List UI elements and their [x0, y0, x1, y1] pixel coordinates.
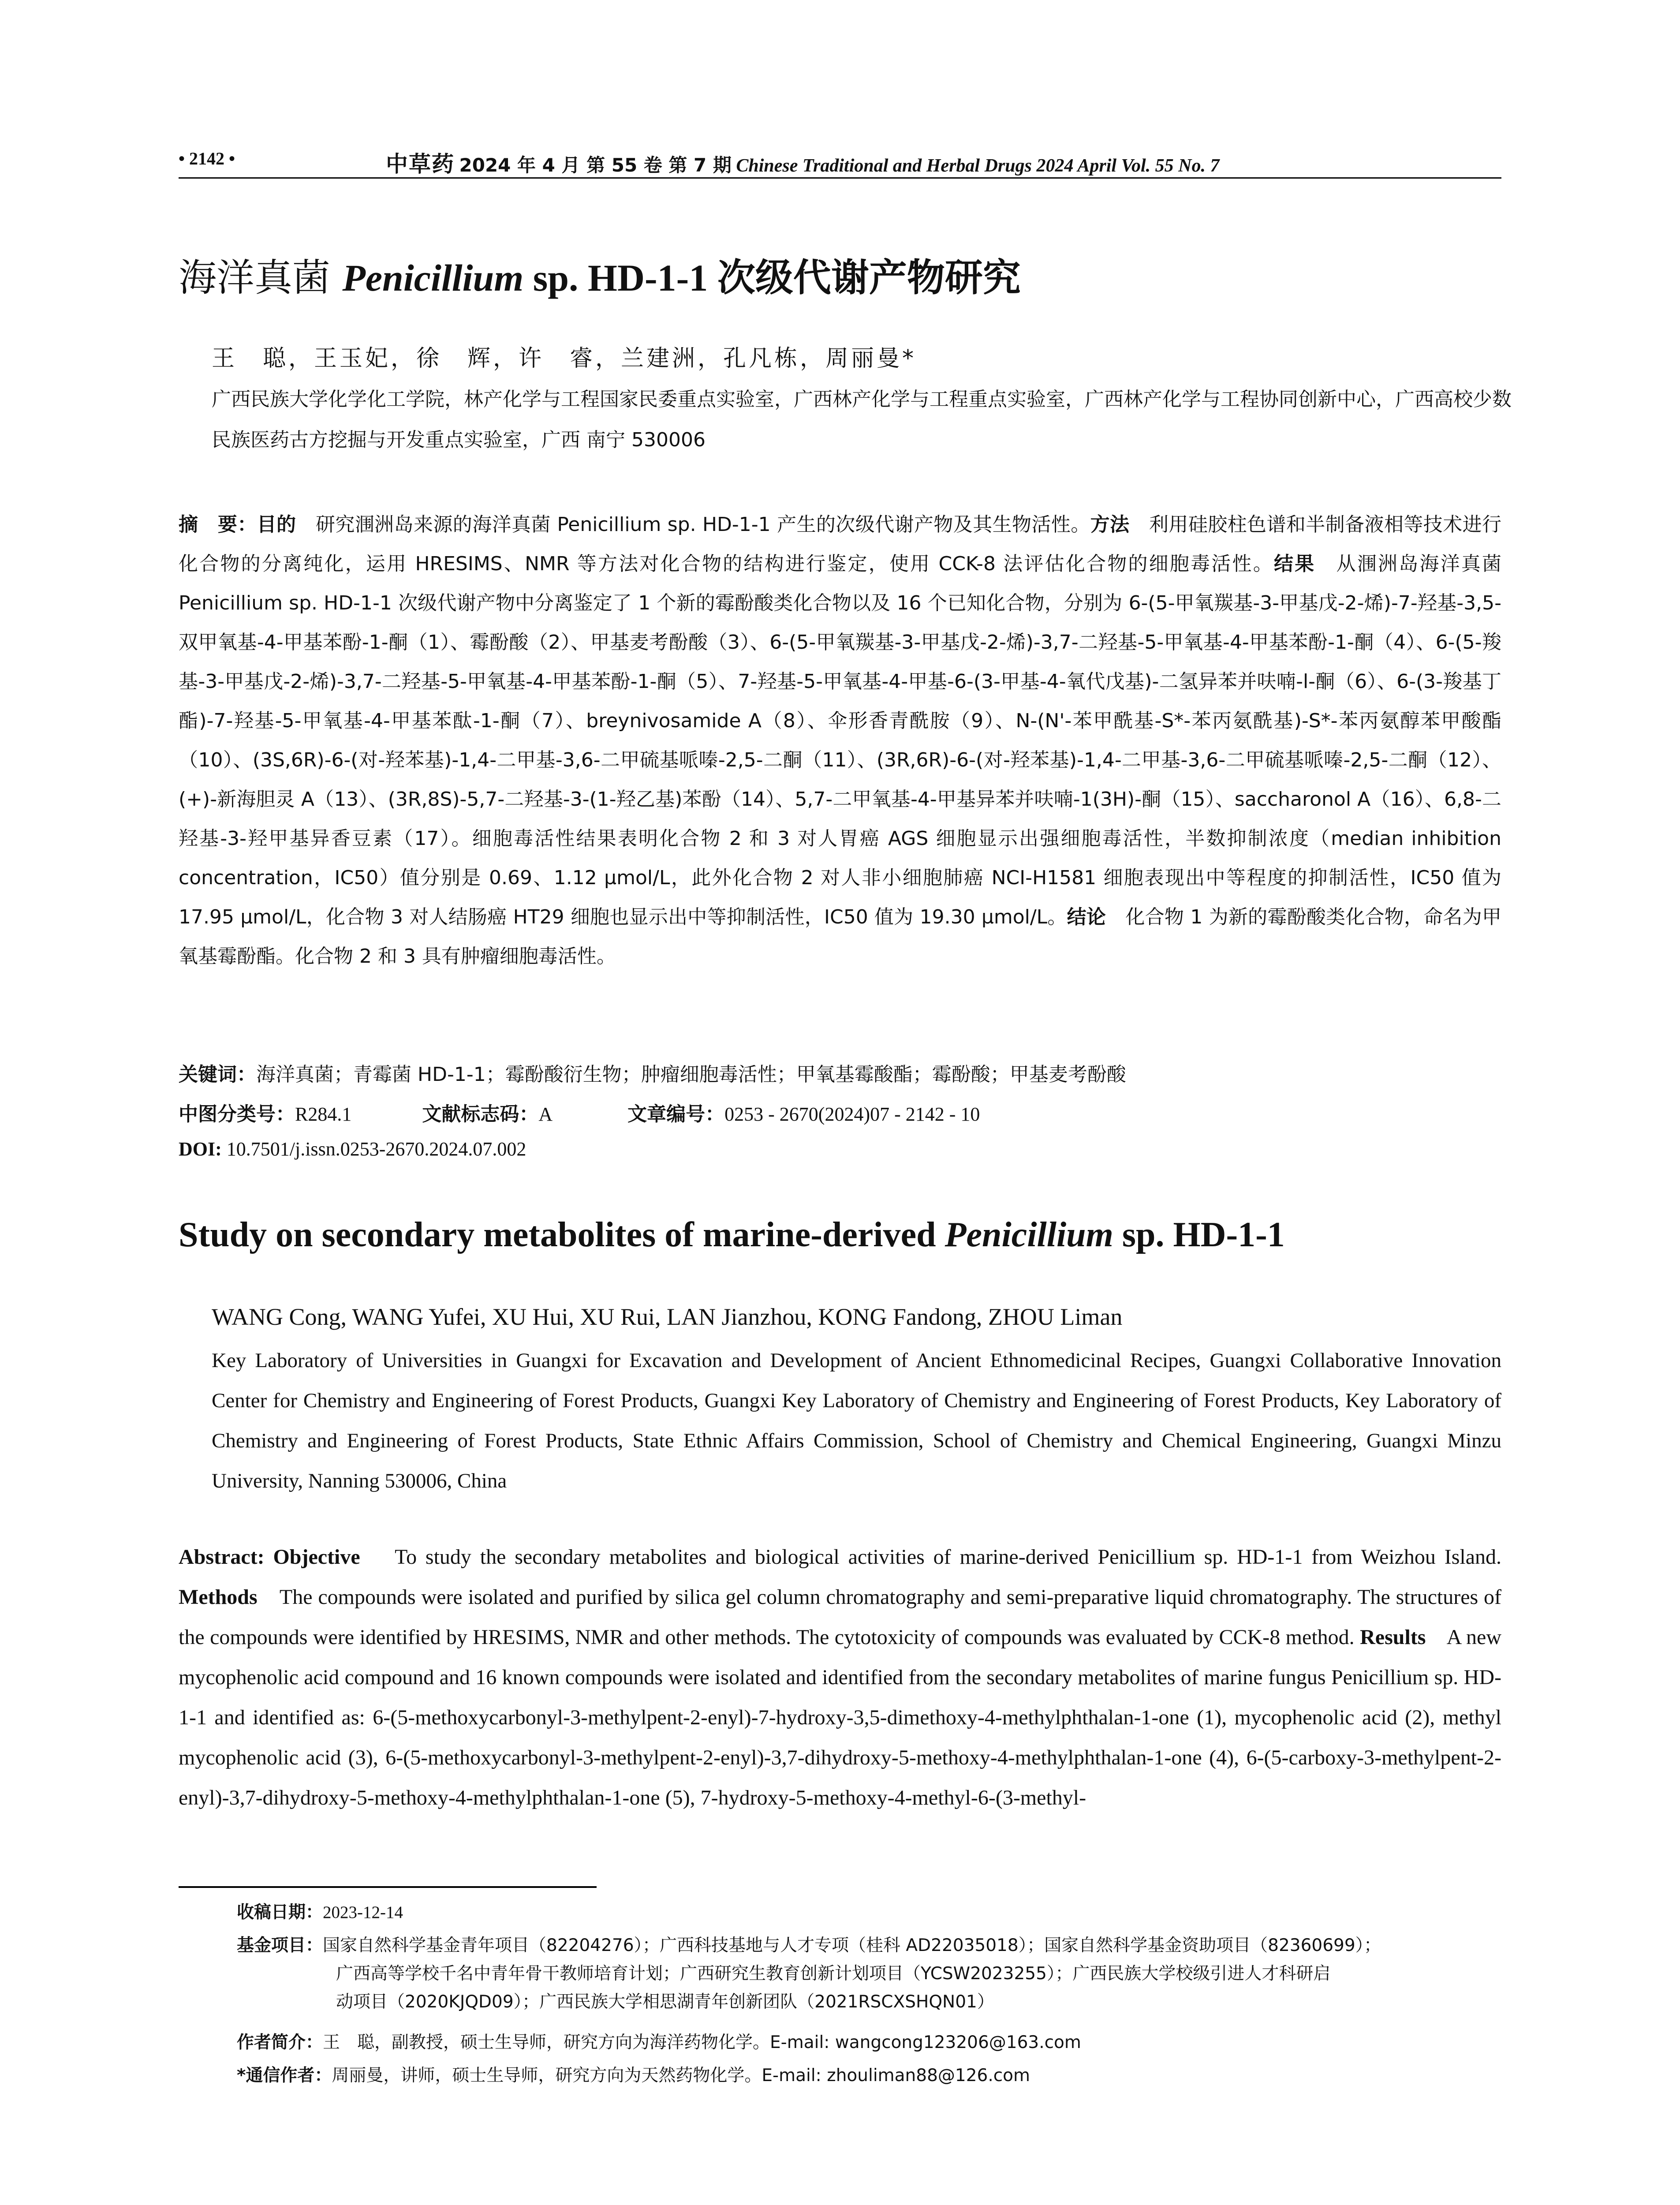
methods-cn-label: 方法 [1090, 513, 1130, 536]
footnote-author [237, 2029, 1501, 2057]
classification-line [179, 1098, 980, 1126]
objective-en: To study the secondary metabolites and biological activities of marine-derived Penicillium sp. HD-1-1 from Weizhou Island. [395, 1545, 1502, 1569]
objective-en-label: Objective [273, 1545, 360, 1569]
abstract-cn-label: 摘 要： [179, 513, 257, 536]
funding-line-1: 国家自然科学基金青年项目（82204276）；广西科技基地与人才专项（桂科 AD22035018）；国家自然科学基金资助项目（82360699）； [323, 1936, 1381, 1955]
affiliation-en: Key Laboratory of Universities in Guangxi for Excavation and Development of Ancient Ethnomedicinal Recipes, Guangxi Collaborative Innovation Center for Chemistry and Engineering of Forest Products, Guangxi Key Laboratory of Chemistry and Engineering of Forest Products, Key Laboratory of Chemistry and Engineering of Forest Products, State Ethnic Affairs Commission, School of Chemistry and Chemical Engineering, Guangxi Minzu University, Nanning 530006, China [212, 1349, 1501, 1492]
author-bio: 王 聪，副教授，硕士生导师，研究方向为海洋药物化学。E-mail: wangcong123206@163.com [323, 2033, 1081, 2052]
keywords-cn-value: 海洋真菌；青霉菌 HD-1-1；霉酚酸衍生物；肿瘤细胞毒活性；甲氧基霉酸酯；霉酚酸；甲基麦考酚酸 [256, 1063, 1126, 1086]
title-cn-post: sp. HD-1-1 次级代谢产物研究 [523, 257, 1021, 299]
footnote-rule [179, 1886, 597, 1888]
methods-en-label: Methods [179, 1585, 258, 1609]
doi-label: DOI: [179, 1138, 222, 1160]
results-en-label: Results [1360, 1626, 1426, 1649]
title-cn-pre: 海洋真菌 [179, 256, 343, 300]
article-no-label: 文章编号： [627, 1103, 725, 1125]
abstract-en [179, 1537, 1501, 1818]
objective-cn: 研究涠洲岛来源的海洋真菌 Penicillium sp. HD-1-1 产生的次级代谢产物及其生物活性。 [315, 513, 1090, 536]
article-no-value: 0253 - 2670(2024)07 - 2142 - 10 [724, 1103, 980, 1125]
doc-code-label: 文献标志码： [422, 1103, 539, 1125]
funding-line-3: 动项目（2020KJQD09）；广西民族大学相思湖青年创新团队（2021RSCXSHQN01） [336, 1992, 994, 2012]
journal-logo: 中草药 [386, 151, 455, 177]
footnote-funding [237, 1932, 1501, 2016]
running-header [179, 140, 1501, 180]
title-en-genus: Penicillium [945, 1215, 1113, 1254]
abstract-cn [179, 505, 1501, 976]
title-en-post: sp. HD-1-1 [1113, 1215, 1285, 1254]
objective-cn-label: 目的 [257, 513, 296, 536]
abstract-en-label: Abstract: [179, 1545, 265, 1569]
doc-code-value: A [538, 1103, 553, 1125]
title-en [179, 1215, 1285, 1255]
results-cn-label: 结果 [1273, 553, 1316, 575]
journal-en: Chinese Traditional and Herbal Drugs 2024 April Vol. 55 No. 7 [736, 156, 1220, 176]
footnote-received [237, 1899, 1501, 1927]
page-number: • 2142 • [179, 149, 235, 168]
authors-en: WANG Cong, WANG Yufei, XU Hui, XU Rui, LAN Jianzhou, KONG Fandong, ZHOU Liman [212, 1304, 1123, 1330]
corresponding-info: 周丽曼，讲师，硕士生导师，研究方向为天然药物化学。E-mail: zhouliman88@126.com [332, 2066, 1030, 2085]
methods-en: The compounds were isolated and purified by silica gel column chromatography and semi-preparative liquid chromatography. The structures of the compounds were identified by HRESIMS, NMR and other methods. The cytotoxicity of compounds was evaluated by CCK-8 method. [179, 1585, 1501, 1649]
issue-cn: 2024 年 4 月 第 55 卷 第 7 期 [459, 154, 732, 176]
journal-info [386, 146, 1219, 178]
author-bio-label: 作者简介： [237, 2033, 323, 2052]
clc-value: R284.1 [295, 1103, 352, 1125]
title-en-pre: Study on secondary metabolites of marine-derived [179, 1215, 945, 1254]
received-value: 2023-12-14 [323, 1903, 403, 1922]
keywords-cn [179, 1058, 1126, 1087]
received-label: 收稿日期： [237, 1902, 323, 1922]
affiliation-cn: 广西民族大学化学化工学院，林产化学与工程国家民委重点实验室，广西林产化学与工程重点实验室，广西林产化学与工程协同创新中心，广西高校少数民族医药古方挖掘与开发重点实验室，广西 南宁 530006 [212, 388, 1512, 451]
conclusion-cn-label: 结论 [1067, 906, 1106, 928]
results-en: A new mycophenolic acid compound and 16 known compounds were isolated and identified from the secondary metabolites of marine fungus Penicillium sp. HD-1-1 and identified as: 6-(5-methoxycarbonyl-3-methylpent-2-enyl)-7-hydroxy-3,5-dimethoxy-4-methylphthalan-1-one (1), mycophenolic acid (2), methyl mycophenolic acid (3), 6-(5-methoxycarbonyl-3-methylpent-2-enyl)-3,7-dihydroxy-5-methoxy-4-methylphthalan-1-one (4), 6-(5-carboxy-3-methylpent-2-enyl)-3,7-dihydroxy-5-methoxy-4-methylphthalan-1-one (5), 7-hydroxy-5-methoxy-4-methyl-6-(3-methyl- [179, 1626, 1502, 1809]
footnote-corresponding [237, 2062, 1501, 2090]
conclusion-cn: 化合物 1 为新的霉酚酸类化合物，命名为甲氧基霉酚酯。化合物 2 和 3 具有肿瘤细胞毒活性。 [179, 906, 1502, 968]
doi-value: 10.7501/j.issn.0253-2670.2024.07.002 [226, 1138, 526, 1160]
doi-line [179, 1138, 526, 1160]
corresponding-label: *通信作者： [237, 2066, 332, 2085]
methods-cn: 利用硅胶柱色谱和半制备液相等技术进行化合物的分离纯化，运用 HRESIMS、NMR 等方法对化合物的结构进行鉴定，使用 CCK-8 法评估化合物的细胞毒活性。 [179, 513, 1502, 575]
clc-label: 中图分类号： [179, 1103, 295, 1125]
title-cn-genus: Penicillium [342, 257, 524, 299]
authors-cn: 王 聪，王玉妃，徐 辉，许 睿，兰建洲，孔凡栋，周丽曼* [212, 345, 917, 372]
header-rule [179, 177, 1501, 179]
title-cn [179, 247, 1021, 302]
funding-line-2: 广西高等学校千名中青年骨干教师培育计划；广西研究生教育创新计划项目（YCSW2023255）；广西民族大学校级引进人才科研启 [336, 1964, 1331, 1984]
keywords-cn-label: 关键词： [179, 1063, 256, 1086]
funding-label: 基金项目： [237, 1936, 323, 1955]
results-cn: 从涠洲岛海洋真菌 Penicillium sp. HD-1-1 次级代谢产物中分离鉴定了 1 个新的霉酚酸类化合物以及 16 个已知化合物，分别为 6-(5-甲氧羰基-3-甲基戊-2-烯)-7-羟基-3,5-双甲氧基-4-甲基苯酚-1-酮（1）、霉酚酸（2）、甲基麦考酚酸（3）、6-(5-甲氧羰基-3-甲基戊-2-烯)-3,7-二羟基-5-甲氧基-4-甲基苯酚-1-酮（4）、6-(5-羧基-3-甲基戊-2-烯)-3,7-二羟基-5-甲氧基-4-甲基苯酚-1-酮（5）、7-羟基-5-甲氧基-4-甲基-6-(3-甲基-4-氧代戊基)-二氢异苯并呋喃-l-酮（6）、6-(3-羧基丁酯)-7-羟基-5-甲氧基-4-甲基苯酞-1-酮（7）、breynivosamide A（8）、伞形香青酰胺（9）、N-(N'-苯甲酰基-S*-苯丙氨酰基)-S*-苯丙氨醇苯甲酸酯（10）、(3S,6R)-6-(对-羟苯基)-1,4-二甲基-3,6-二甲硫基哌嗪-2,5-二酮（11）、(3R,6R)-6-(对-羟苯基)-1,4-二甲基-3,6-二甲硫基哌嗪-2,5-二酮（12）、(+)-新海胆灵 A（13）、(3R,8S)-5,7-二羟基-3-(1-羟乙基)苯酚（14）、5,7-二甲氧基-4-甲基异苯并呋喃-1(3H)-酮（15）、saccharonol A（16）、6,8-二羟基-3-羟甲基异香豆素（17）。细胞毒活性结果表明化合物 2 和 3 对人胃癌 AGS 细胞显示出强细胞毒活性，半数抑制浓度（median inhibition concentration，IC50）值分别是 0.69、1.12 μmol/L，此外化合物 2 对人非小细胞肺癌 NCI-H1581 细胞表现出中等程度的抑制活性，IC50 值为 17.95 μmol/L，化合物 3 对人结肠癌 HT29 细胞也显示出中等抑制活性，IC50 值为 19.30 μmol/L。 [179, 553, 1502, 928]
